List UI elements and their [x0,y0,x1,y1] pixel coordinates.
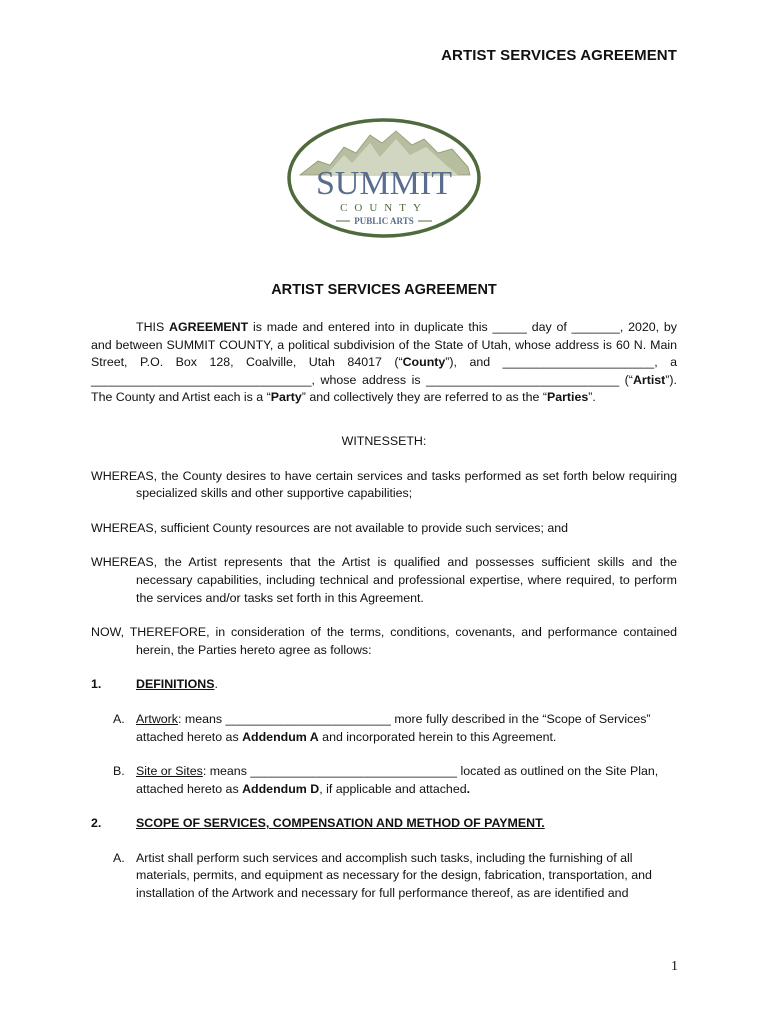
page-number: 1 [671,959,678,974]
whereas-clause-3: WHEREAS, the Artist represents that the Artist is qualified and possesses sufficient skills and the necessary capabilities, including technical and professional expertise, where required, to perform the services and/or tasks set forth in this Agreement. [91,555,677,605]
intro-paragraph: THIS AGREEMENT is made and entered into in duplicate this _____ day of _______, 2020, by and between SUMMIT COUNTY, a political subdivision of the State of Utah, whose address is 60 N. Main Street, P.O. Box 128, Coalville, Utah 84017 (“County”), and ______________________, a ________________________________, whose address is ____________________________ (“Artist”). The County and Artist each is a “Party” and collectively they are referred to as the “Parties”. [91,320,677,405]
agreement-body [91,319,677,903]
logo-word-summit: SUMMIT [315,165,453,202]
summit-county-public-arts-logo [286,117,482,239]
whereas-clause-1: WHEREAS, the County desires to have certain services and tasks performed as set forth below requiring specialized skills and other supportive capabilities; [91,468,677,501]
section-title: SCOPE OF SERVICES, COMPENSATION AND METHOD OF PAYMENT. [136,816,545,831]
document-title: ARTIST SERVICES AGREEMENT [271,282,497,298]
item-letter: A. [113,711,125,726]
whereas-clause-2: WHEREAS, sufficient County resources are not available to provide such services; and [91,520,569,535]
definition-item-site: B. Site or Sites: means ______________________________ located as outlined on the Site Plan, attached hereto as Addendum D, if applicable and attached. [91,763,677,798]
logo-word-public-arts: PUBLIC ARTS [354,216,414,226]
item-text: Artist shall perform such services and accomplish such tasks, including the furnishing of all materials, permits, and equipment as necessary for the design, fabrication, transportation, and installation of the Artwork and necessary for full performance thereof, as are identified and [136,850,652,901]
scope-item-a [91,850,677,903]
section-number: 1. [91,677,102,692]
witnesseth-heading: WITNESSETH: [341,433,427,448]
item-letter: B. [113,764,125,779]
section-title: DEFINITIONS [136,677,215,692]
section-2-heading [91,815,677,833]
now-therefore-clause: NOW, THEREFORE, in consideration of the terms, conditions, covenants, and performance contained herein, the Parties hereto agree as follows: [91,625,677,657]
definition-item-artwork: A. Artwork: means ________________________ more fully described in the “Scope of Services” attached hereto as Addendum A and incorporated herein to this Agreement. [91,711,677,746]
running-header-title: ARTIST SERVICES AGREEMENT [441,47,677,64]
section-number: 2. [91,816,102,831]
logo-word-county: COUNTY [340,202,428,214]
section-1-heading: 1. DEFINITIONS. [91,676,677,694]
item-letter: A. [113,850,125,865]
